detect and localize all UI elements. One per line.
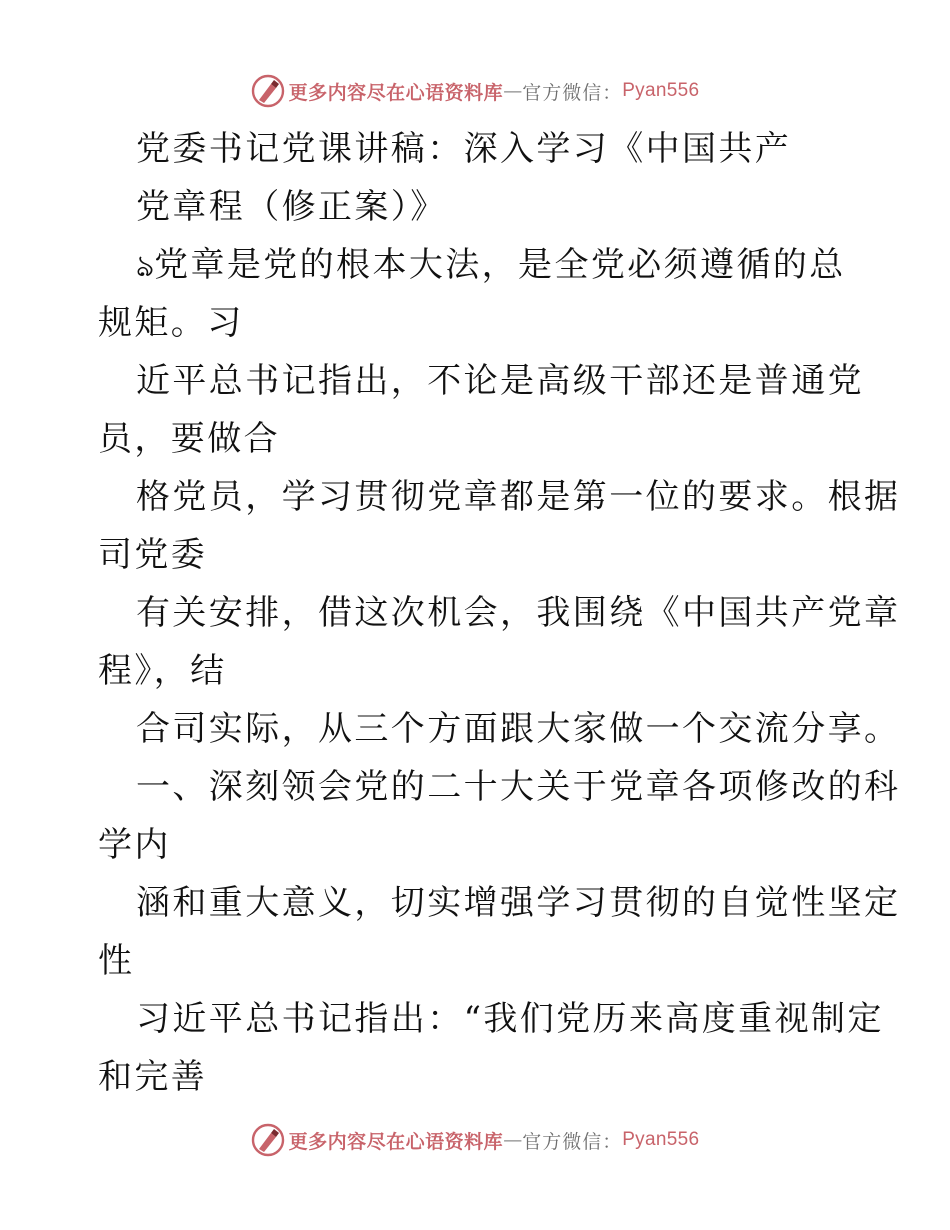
logo-pen-icon [251,74,285,108]
section-heading-line: 一、深刻领会党的二十大关于党章各项修改的科 [136,767,901,807]
banner-wechat-id: Pyan556 [622,80,700,101]
paragraph-line: 有关安排，借这次机会，我围绕《中国共产党章 [136,593,901,633]
paragraph-line: 规矩。习 [98,303,244,343]
paragraph-line [98,236,858,294]
footer-banner [0,1120,950,1160]
paragraph-line: 格党员，学习贯彻党章都是第一位的要求。根据 [136,477,901,517]
logo-pen-icon [251,1123,285,1157]
paragraph-line: 和完善 [98,1057,208,1097]
section-heading-line: 学内 [98,825,171,865]
banner-separator: — [503,1129,523,1151]
title-line-2: 党章程（修正案）》 [136,187,447,227]
paragraph-text: 党章是党的根本大法，是全党必须遵循的总 [154,245,846,285]
banner-separator: — [503,80,523,102]
paragraph-line: 合司实际，从三个方面跟大家做一个交流分享。 [136,709,901,749]
paragraph-line: 程》，结 [98,651,227,691]
paragraph-line: 司党委 [98,535,208,575]
banner-wechat-label: 官方微信： [522,81,623,104]
document-body [98,120,901,1106]
paragraph-line: 习近平总书记指出：“我们党历来高度重视制定 [136,999,884,1039]
title-line-1: 党委书记党课讲稿：深入学习《中国共产 [136,129,792,169]
section-heading-line: 涵和重大意义，切实增强学习贯彻的自觉性坚定 [136,883,901,923]
paragraph-line: 员，要做合 [98,419,280,459]
banner-title: 更多内容尽在心语资料库 [288,1130,504,1153]
banner-title: 更多内容尽在心语资料库 [288,81,504,104]
header-banner [0,71,950,111]
paragraph-line: 近平总书记指出，不论是高级干部还是普通党 [136,361,864,401]
bullet-icon: ঌ [136,249,155,284]
banner-wechat-id: Pyan556 [622,1129,700,1150]
section-heading-line: 性 [98,941,135,981]
banner-wechat-label: 官方微信： [522,1130,623,1153]
